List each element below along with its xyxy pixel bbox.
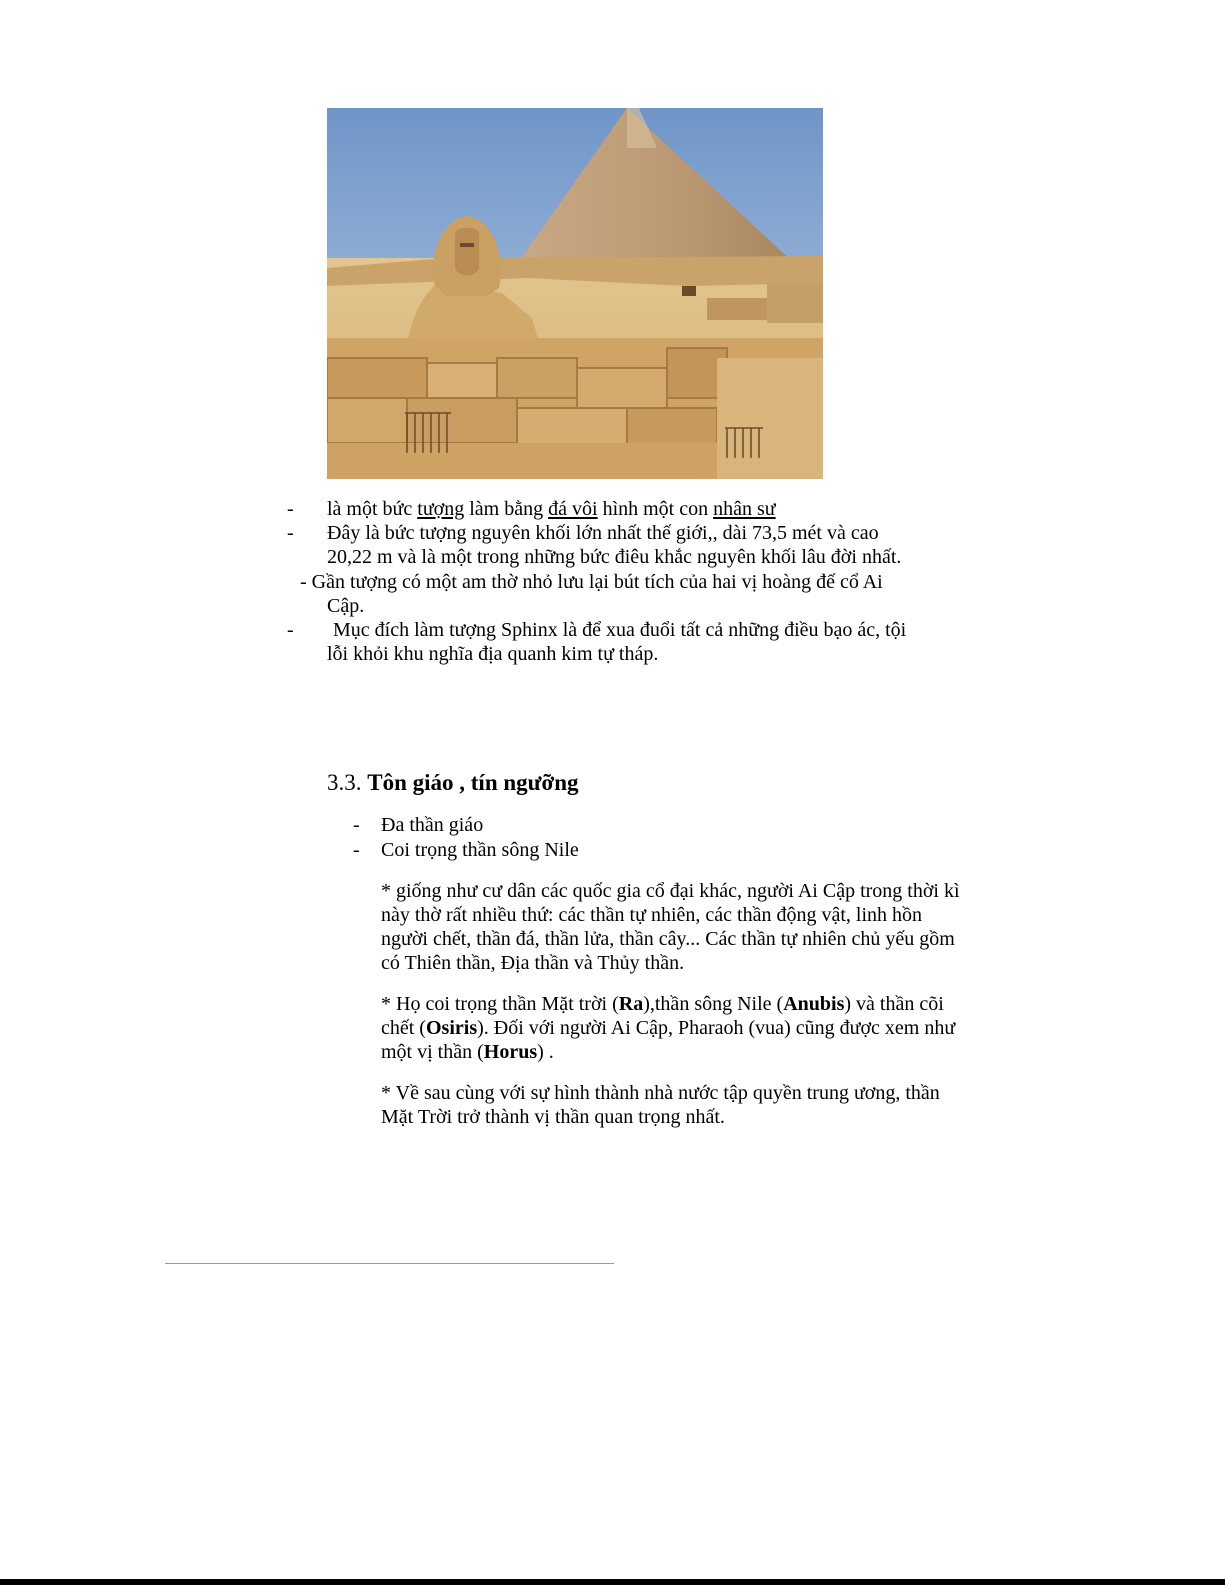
bullet-nile-god: Coi trọng thần sông Nile <box>381 839 579 861</box>
bullet-dash: - <box>353 814 360 836</box>
bullet-purpose-line1: Mục đích làm tượng Sphinx là để xua đuổi tất cả những điều bạo ác, tội <box>333 619 907 641</box>
text-span: hình một con <box>597 498 714 520</box>
bullet-largest-statue-line2: 20,22 m và là một trong những bức điêu khắc nguyên khối lâu đời nhất. <box>327 546 902 568</box>
text-span: ) và thần cõi chết ( <box>381 993 944 1039</box>
bullet-dash: - <box>287 522 294 544</box>
footnote-separator <box>165 1263 614 1264</box>
text-span: * Họ coi trọng thần Mặt trời ( <box>381 993 619 1015</box>
god-horus: Horus <box>483 1041 538 1063</box>
paragraph-gods <box>381 992 961 1064</box>
section-heading <box>327 769 578 797</box>
sphinx-pyramid-photo <box>327 108 823 479</box>
link-nhan-su[interactable]: nhân sư <box>713 498 776 520</box>
paragraph-worship: * giống như cư dân các quốc gia cổ đại khác, người Ai Cập trong thời kì này thờ rất nhiều thứ: các thần tự nhiên, các thần động vật, linh hồn người chết, thần đá, thần lửa, thần cây... Các thần tự nhiên chủ yếu gồm có Thiên thần, Địa thần và Thủy thần. <box>381 880 960 974</box>
sphinx-pyramid-illustration <box>327 108 823 479</box>
text-span: ) . <box>537 1041 554 1063</box>
paragraph-sun-god: * Về sau cùng với sự hình thành nhà nước tập quyền trung ương, thần Mặt Trời trở thành vị thần quan trọng nhất. <box>381 1082 940 1128</box>
text-span: ),thần sông Nile ( <box>643 993 784 1015</box>
god-osiris: Osiris <box>425 1017 478 1039</box>
god-ra: Ra <box>618 993 644 1015</box>
section-title: Tôn giáo , tín ngưỡng <box>367 770 579 795</box>
god-anubis: Anubis <box>783 993 845 1015</box>
text-span: ). Đối với người Ai Cập, Pharaoh (vua) cũng được xem như một vị thần ( <box>381 1017 956 1063</box>
text-span: là một bức <box>327 498 418 520</box>
bullet-shrine-line1: - Gần tượng có một am thờ nhỏ lưu lại bút tích của hai vị hoàng đế cổ Ai <box>300 571 883 593</box>
bullet-dash: - <box>287 498 294 520</box>
page-bottom-edge <box>0 1579 1225 1585</box>
bullet-statue-description <box>327 497 776 521</box>
bullet-largest-statue-line1: Đây là bức tượng nguyên khối lớn nhất thế giới,, dài 73,5 mét và cao <box>327 522 879 544</box>
section-number: 3.3. <box>327 770 362 795</box>
bullet-polytheism: Đa thần giáo <box>381 814 484 836</box>
bullet-shrine-line2: Cập. <box>327 595 365 617</box>
link-da-voi[interactable]: đá vôi <box>548 498 598 520</box>
bullet-dash: - <box>287 619 294 641</box>
bullet-purpose-line2: lỗi khỏi khu nghĩa địa quanh kim tự tháp. <box>327 643 659 665</box>
bullet-dash: - <box>353 839 360 861</box>
text-span: làm bằng <box>464 498 549 520</box>
link-tuong[interactable]: tượng <box>417 498 465 520</box>
